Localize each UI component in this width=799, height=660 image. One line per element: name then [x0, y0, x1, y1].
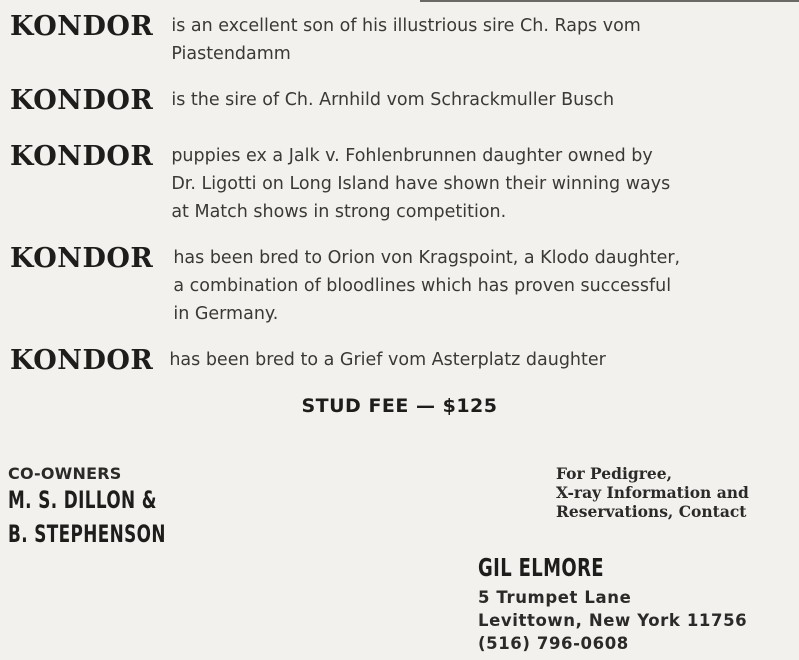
contact-intro-line: For Pedigree, — [556, 464, 673, 483]
entry-text — [171, 86, 614, 114]
dog-name: KONDOR — [10, 141, 154, 172]
stud-fee: STUD FEE — $125 — [301, 395, 498, 417]
dog-name: KONDOR — [10, 11, 154, 42]
entry-text — [169, 346, 606, 374]
entry-line: at Match shows in strong competition. — [171, 202, 507, 222]
entry-bred-orion — [10, 244, 680, 328]
entry-line: Dr. Ligotti on Long Island have shown their winning ways — [171, 174, 671, 194]
entry-text — [173, 244, 680, 328]
top-rule — [420, 0, 799, 2]
entry-puppies — [10, 142, 670, 226]
entry-line: in Germany. — [173, 304, 279, 324]
contact-phone: (516) 796-0608 — [478, 634, 629, 653]
contact-intro-line: X-ray Information and — [556, 483, 749, 502]
entry-line: is an excellent son of his illustrious sire Ch. Raps vom — [171, 16, 641, 36]
dog-name: KONDOR — [10, 345, 154, 376]
entry-line: a combination of bloodlines which has proven successful — [173, 276, 672, 296]
dog-name: KONDOR — [10, 85, 154, 116]
contact-intro-line: Reservations, Contact — [556, 502, 747, 521]
contact-intro — [556, 464, 749, 521]
entry-sire — [10, 12, 641, 68]
entry-bred-grief — [10, 346, 606, 376]
entry-line: puppies ex a Jalk v. Fohlenbrunnen daughter owned by — [171, 146, 653, 166]
entry-text — [171, 12, 641, 68]
entry-text — [171, 142, 670, 226]
entry-line: Piastendamm — [171, 44, 291, 64]
contact-name: GIL ELMORE — [478, 553, 604, 582]
owner-name: M. S. DILLON & — [8, 486, 157, 514]
owner-name: B. STEPHENSON — [8, 520, 166, 548]
entry-line: has been bred to Orion von Kragspoint, a Klodo daughter, — [173, 248, 681, 268]
entry-line: is the sire of Ch. Arnhild vom Schrackmuller Busch — [171, 90, 615, 110]
contact-city: Levittown, New York 11756 — [478, 611, 748, 630]
contact-street: 5 Trumpet Lane — [478, 588, 632, 607]
co-owners-label: CO-OWNERS — [8, 464, 122, 483]
entry-line: has been bred to a Grief vom Asterplatz daughter — [169, 350, 606, 370]
entry-offspring — [10, 86, 614, 116]
dog-name: KONDOR — [10, 243, 154, 274]
